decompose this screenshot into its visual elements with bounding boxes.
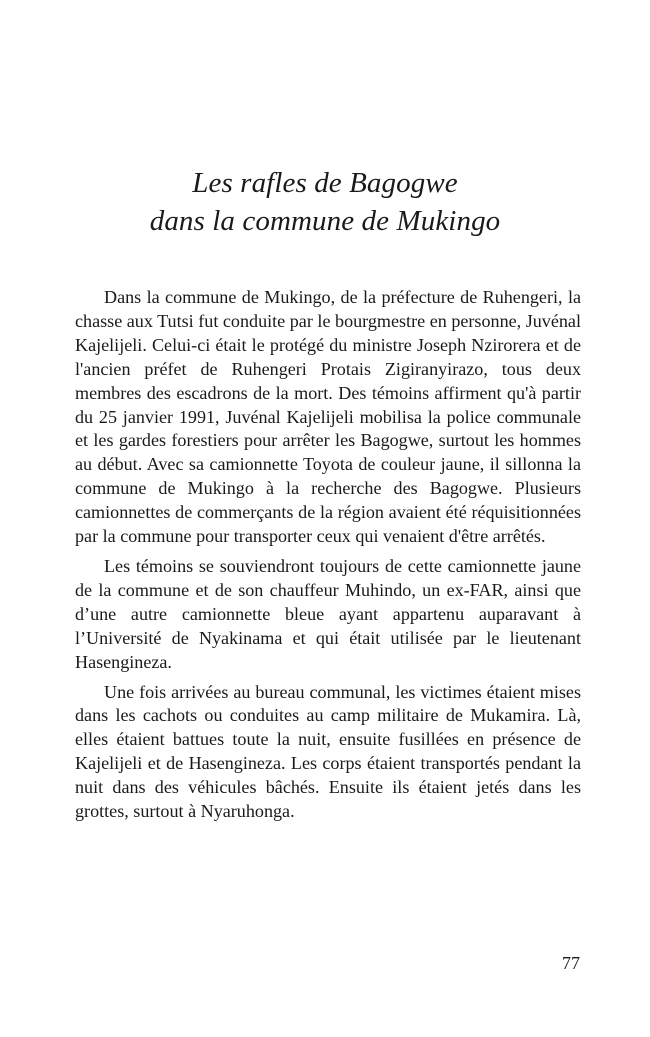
paragraph-3: Une fois arrivées au bureau communal, les victimes étaient mises dans les cachots ou conduites au camp militaire de Mukamira. Là, elles étaient battues toute la nuit, ensuite fusillées en présence de Kajelijeli et de Hasengineza. Les corps étaient transportés pendant la nuit dans des véhicules bâchés. Ensuite ils étaient jetés dans les grottes, surtout à Nyaruhonga. xyxy=(75,681,581,822)
chapter-body xyxy=(75,286,581,830)
paragraph-2: Les témoins se souviendront toujours de cette camionnette jaune de la commune et de son chauffeur Muhindo, un ex-FAR, ainsi que d’une autre camionnette bleue ayant appartenu auparavant à l’Université de Nyakinama et qui était utilisée par le lieutenant Hasengineza. xyxy=(75,555,581,672)
page-number: 77 xyxy=(562,953,580,973)
chapter-title-line-1: Les rafles de Bagogwe xyxy=(192,167,458,199)
chapter-title xyxy=(60,164,590,240)
chapter-title-line-2: dans la commune de Mukingo xyxy=(149,205,501,237)
paragraph-1: Dans la commune de Mukingo, de la préfecture de Ruhengeri, la chasse aux Tutsi fut conduite par le bourgmestre en personne, Juvénal Kajelijeli. Celui-ci était le protégé du ministre Joseph Nzirorera et de l'ancien préfet de Ruhengeri Protais Zigiranyirazo, tous deux membres des escadrons de la mort. Des témoins affirment qu'à partir du 25 janvier 1991, Juvénal Kajelijeli mobilisa la police communale et les gardes forestiers pour arrêter les Bagogwe, surtout les hommes au début. Avec sa camionnette Toyota de couleur jaune, il sillonna la commune de Mukingo à la recherche des Bagogwe. Plusieurs camionnettes de commerçants de la région avaient été réquisitionnées par la commune pour transporter ceux qui venaient d'être arrêtés. xyxy=(75,287,581,547)
